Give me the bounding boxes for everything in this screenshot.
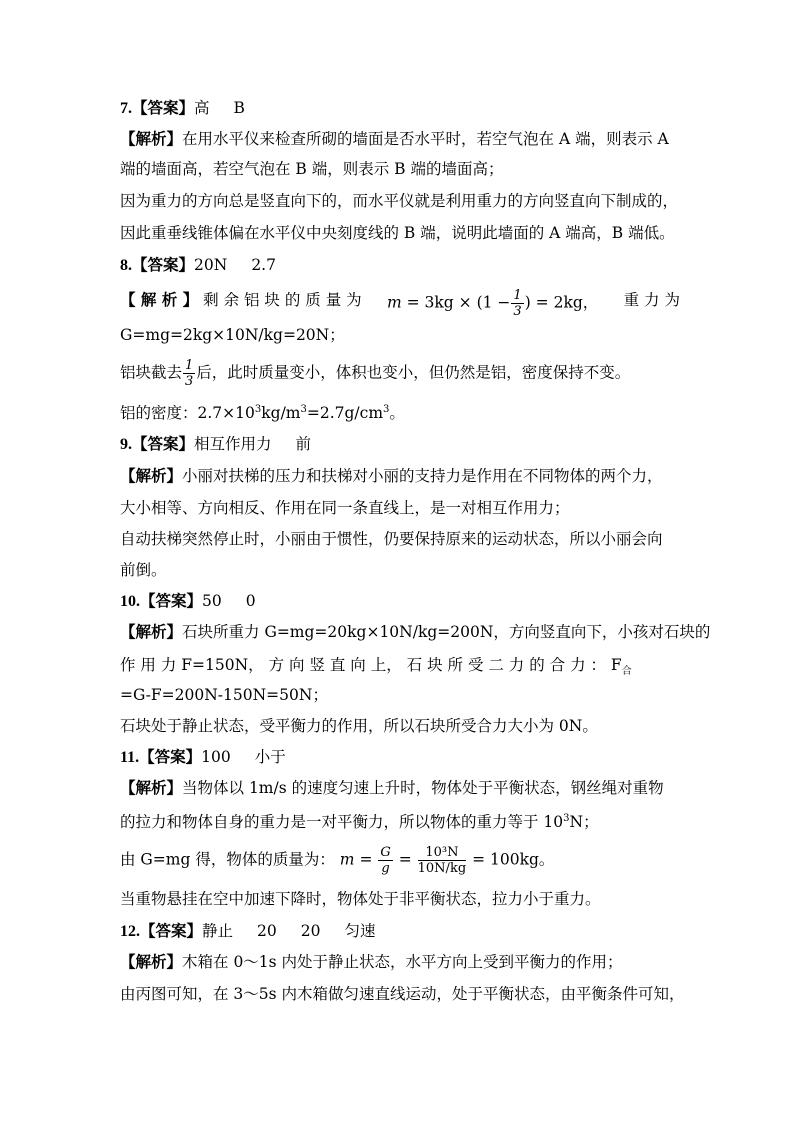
answer-tag: 【答案】 — [139, 747, 202, 766]
q12-answer-4: 匀速 — [344, 922, 376, 940]
q7-analysis-line-1 — [120, 127, 680, 151]
q7-text-1: 在用水平仪来检查所砌的墙面是否水平时，若空气泡在 A 端，则表示 A — [182, 130, 669, 148]
q8-number: 8. — [120, 257, 132, 274]
answer-tag: 【答案】 — [132, 434, 195, 453]
q7-answer-line — [120, 96, 680, 121]
q8-mass-formula: m = 3kg × (1 − $\frac{1}{3}$ ) = 2kg， — [387, 288, 599, 319]
analysis-tag: 【解析】 — [120, 952, 183, 971]
q10-analysis-line-4: 石块处于静止状态，受平衡力的作用，所以石块所受合力大小为 0N。 — [120, 717, 598, 735]
q9-analysis-line-2: 大小相等、方向相反、作用在同一条直线上，是一对相互作用力； — [120, 499, 570, 517]
fraction-g-over-g: $\frac{G}{g}$ — [380, 845, 391, 876]
q9-analysis-line-1: 【解析】小丽对扶梯的压力和扶梯对小丽的支持力是作用在不同物体的两个力， — [120, 466, 663, 485]
q7-analysis-line-4: 因此重垂线锥体偏在水平仪中央刻度线的 B 端，说明此墙面的 A 端高，B 端低。 — [120, 224, 675, 242]
q11-analysis-line-1: 【解析】当物体以 1m/s 的速度匀速上升时，物体处于平衡状态，钢丝绳对重物 — [120, 778, 664, 797]
q10-analysis-line-2: 作 用 力 F=150N， 方 向 竖 直 向 上， 石 块 所 受 二 力 的 合 力 ： $F_合$ — [120, 656, 632, 677]
q8-answer-line — [120, 253, 680, 278]
q9-answer-2: 前 — [295, 435, 312, 453]
fraction-one-third: $\frac{1}{3}$ — [513, 288, 522, 319]
q10-answer-2: 0 — [245, 592, 256, 610]
q11-analysis-line-4: 当重物悬挂在空中加速下降时，物体处于非平衡状态，拉力小于重力。 — [120, 890, 601, 908]
q12-number: 12. — [120, 923, 140, 940]
q8-analysis-line-1 — [120, 288, 680, 319]
q10-answer-1: 50 — [202, 592, 222, 610]
q9-number: 9. — [120, 436, 132, 453]
analysis-tag: 【解析】 — [120, 622, 183, 641]
q12-answer-2: 20 — [257, 922, 277, 940]
analysis-tag: 【解析】 — [120, 129, 183, 148]
q11-analysis-line-3: 由 G=mg 得，物体的质量为： m = $\frac{G}{g}$ = $\frac{\text{10³N}}{10N/kg}$ = 100kg。 — [120, 845, 555, 876]
q8-answer-2: 2.7 — [251, 256, 276, 274]
q9-answer-1: 相互作用力 — [194, 435, 272, 453]
q8-answer-1: 20N — [194, 256, 228, 274]
q12-answer-1: 静止 — [202, 922, 234, 940]
q11-answer-2: 小于 — [254, 748, 286, 766]
q12-analysis-line-2: 由丙图可知，在 3～5s 内木箱做匀速直线运动，处于平衡状态，由平衡条件可知， — [120, 985, 685, 1003]
q10-analysis-line-3: =G-F=200N-150N=50N； — [120, 686, 328, 704]
q8-analysis-line-3: 铝块截去 $\frac{1}{3}$ 后，此时质量变小，体积也变小，但仍然是铝，密度保持不变。 — [120, 358, 631, 389]
q10-number: 10. — [120, 593, 140, 610]
q7-analysis-line-2: 端的墙面高，若空气泡在 B 端，则表示 B 端的墙面高； — [120, 160, 504, 178]
q8-analysis-line-4: 铝的密度：$2.7\times 10^3kg/m^3=2.7g/cm^3$。 — [120, 404, 405, 422]
q10-answer-line — [120, 589, 680, 614]
analysis-tag: 【解析】 — [120, 778, 183, 797]
q9-answer-line — [120, 432, 680, 457]
q8-text-1a: 剩 余 铝 块 的 质 量 为 — [203, 291, 362, 309]
q7-answer-1: 高 — [194, 99, 210, 117]
analysis-tag: 【解析】 — [120, 466, 183, 485]
answer-tag: 【答案】 — [132, 98, 195, 117]
q8-analysis-line-2: G=mg=2kg×10N/kg=20N； — [120, 326, 345, 344]
answer-tag: 【答案】 — [140, 591, 203, 610]
fraction-one-third: $\frac{1}{3}$ — [185, 358, 194, 389]
answer-tag: 【答案】 — [140, 921, 203, 940]
q10-analysis-line-1: 【解析】石块所重力 G=mg=20kg×10N/kg=200N，方向竖直向下，小孩对石块的 — [120, 622, 711, 641]
q12-analysis-line-1: 【解析】木箱在 0～1s 内处于静止状态，水平方向上受到平衡力的作用； — [120, 952, 623, 971]
q11-answer-line — [120, 745, 680, 770]
q11-analysis-line-2: 的拉力和物体自身的重力是一对平衡力，所以物体的重力等于 $10^3N$； — [120, 813, 599, 831]
q12-answer-line — [120, 919, 680, 944]
q7-number: 7. — [120, 100, 132, 117]
fraction-weight-over-g: $\frac{\text{10³N}}{10N/kg}$ — [417, 845, 467, 876]
q7-answer-2: B — [233, 99, 245, 117]
q8-text-1b: 重 力 为 — [623, 291, 680, 309]
q9-analysis-line-4: 前倒。 — [120, 561, 167, 579]
q11-number: 11. — [120, 749, 140, 766]
q7-analysis-line-3: 因为重力的方向总是竖直向下的，而水平仪就是利用重力的方向竖直向下制成的， — [120, 192, 679, 210]
analysis-tag: 【 解 析 】 — [120, 290, 199, 309]
answer-tag: 【答案】 — [132, 255, 195, 274]
q12-answer-3: 20 — [300, 922, 321, 940]
q9-analysis-line-3: 自动扶梯突然停止时，小丽由于惯性，仍要保持原来的运动状态，所以小丽会向 — [120, 530, 663, 548]
q11-answer-1: 100 — [201, 748, 231, 766]
